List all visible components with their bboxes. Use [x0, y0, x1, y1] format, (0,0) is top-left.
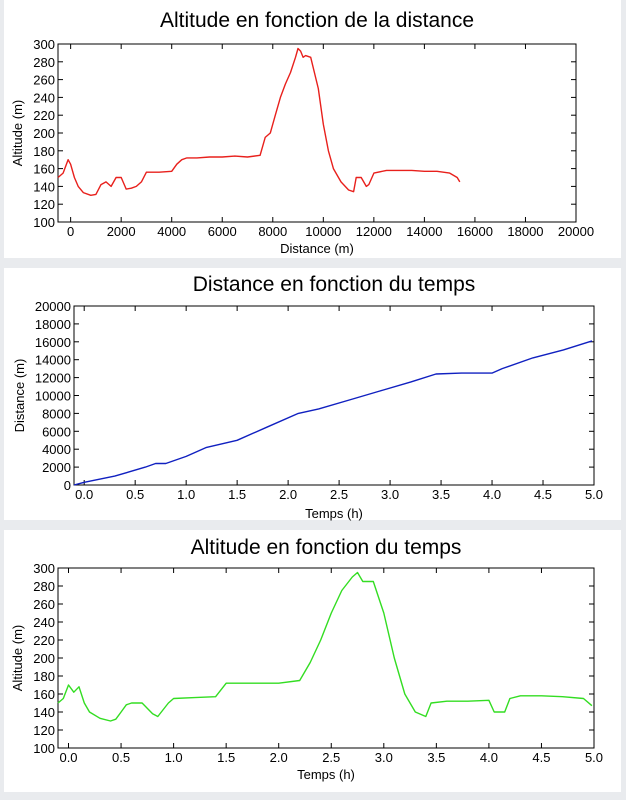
y-tick-label: 260 [33, 72, 55, 88]
x-tick-label: 18000 [507, 224, 544, 239]
y-tick-label: 220 [33, 108, 55, 124]
x-axis-label: Temps (h) [305, 506, 363, 521]
x-tick-label: 5.0 [584, 487, 604, 502]
y-tick-label: 14000 [34, 352, 71, 368]
y-axis-label: Altitude (m) [10, 99, 25, 167]
x-tick-label: 8000 [258, 224, 288, 239]
altitude-time-chart [4, 530, 621, 792]
plot-frame [58, 568, 594, 748]
y-tick-label: 160 [33, 161, 55, 177]
x-tick-label: 2000 [106, 224, 136, 239]
y-tick-label: 240 [33, 90, 55, 106]
x-tick-label: 2.0 [269, 750, 288, 765]
plot-frame [58, 44, 576, 222]
y-tick-label: 4000 [42, 442, 71, 458]
y-tick-label: 200 [33, 126, 55, 141]
y-tick-label: 2000 [42, 460, 71, 476]
y-tick-label: 20000 [34, 299, 71, 314]
y-tick-label: 16000 [34, 334, 71, 350]
y-axis-label: Distance (m) [12, 358, 27, 433]
y-tick-label: 10000 [34, 388, 71, 404]
x-tick-label: 0.0 [75, 487, 94, 502]
y-tick-label: 280 [33, 54, 55, 70]
x-tick-label: 14000 [406, 224, 443, 239]
distance-time-chart [4, 268, 621, 520]
y-axis-label: Altitude (m) [10, 624, 25, 692]
x-tick-label: 3.0 [374, 750, 393, 765]
x-tick-label: 0.5 [126, 487, 145, 502]
chart-panel-distance-time [4, 268, 621, 520]
chart-title: Distance en fonction du temps [192, 273, 476, 296]
y-tick-label: 140 [33, 179, 55, 195]
x-tick-label: 1.0 [177, 487, 196, 502]
altitude-distance-chart [4, 0, 621, 258]
y-tick-label: 18000 [34, 316, 71, 332]
y-tick-label: 200 [33, 651, 55, 666]
x-tick-label: 0 [67, 224, 75, 239]
y-tick-label: 120 [33, 723, 55, 738]
x-axis-label: Distance (m) [280, 241, 354, 256]
chart-title: Altitude en fonction de la distance [159, 9, 475, 32]
y-tick-label: 8000 [42, 406, 71, 422]
y-tick-label: 100 [33, 741, 55, 756]
x-tick-label: 3.5 [427, 750, 446, 765]
x-axis-label: Temps (h) [297, 767, 355, 782]
y-tick-label: 100 [33, 215, 55, 230]
plot-frame [74, 306, 594, 485]
y-tick-label: 6000 [42, 424, 71, 440]
x-tick-label: 4.5 [533, 487, 553, 502]
y-tick-label: 260 [33, 597, 55, 612]
y-tick-label: 120 [33, 197, 55, 213]
chart-title: Altitude en fonction du temps [190, 536, 462, 559]
x-tick-label: 4.5 [532, 750, 551, 765]
x-tick-label: 6000 [207, 224, 237, 239]
x-tick-label: 4.0 [483, 487, 502, 502]
x-tick-label: 1.5 [217, 750, 236, 765]
y-tick-label: 180 [33, 143, 55, 159]
y-tick-label: 300 [33, 37, 55, 52]
chart-panel-altitude-distance [4, 0, 621, 258]
x-tick-label: 12000 [355, 224, 392, 239]
y-tick-label: 220 [33, 633, 55, 648]
x-tick-label: 5.0 [584, 750, 604, 765]
y-tick-label: 160 [33, 687, 55, 702]
y-tick-label: 12000 [34, 370, 71, 386]
x-tick-label: 3.5 [432, 487, 451, 502]
x-tick-label: 4000 [157, 224, 187, 239]
x-tick-label: 10000 [305, 224, 342, 239]
x-tick-label: 16000 [456, 224, 494, 239]
x-tick-label: 2.5 [322, 750, 341, 765]
x-tick-label: 4.0 [479, 750, 498, 765]
x-tick-label: 0.0 [59, 750, 78, 765]
x-tick-label: 1.0 [164, 750, 183, 765]
x-tick-label: 2.5 [330, 487, 349, 502]
chart-panel-altitude-time [4, 530, 621, 792]
y-tick-label: 180 [33, 669, 55, 684]
y-tick-label: 0 [63, 478, 71, 493]
x-tick-label: 0.5 [112, 750, 131, 765]
x-tick-label: 2.0 [279, 487, 298, 502]
y-tick-label: 280 [33, 579, 55, 594]
x-tick-label: 20000 [557, 224, 595, 239]
x-tick-label: 3.0 [381, 487, 400, 502]
y-tick-label: 300 [33, 561, 55, 576]
y-tick-label: 240 [33, 615, 55, 630]
y-tick-label: 140 [33, 705, 55, 720]
x-tick-label: 1.5 [228, 487, 247, 502]
